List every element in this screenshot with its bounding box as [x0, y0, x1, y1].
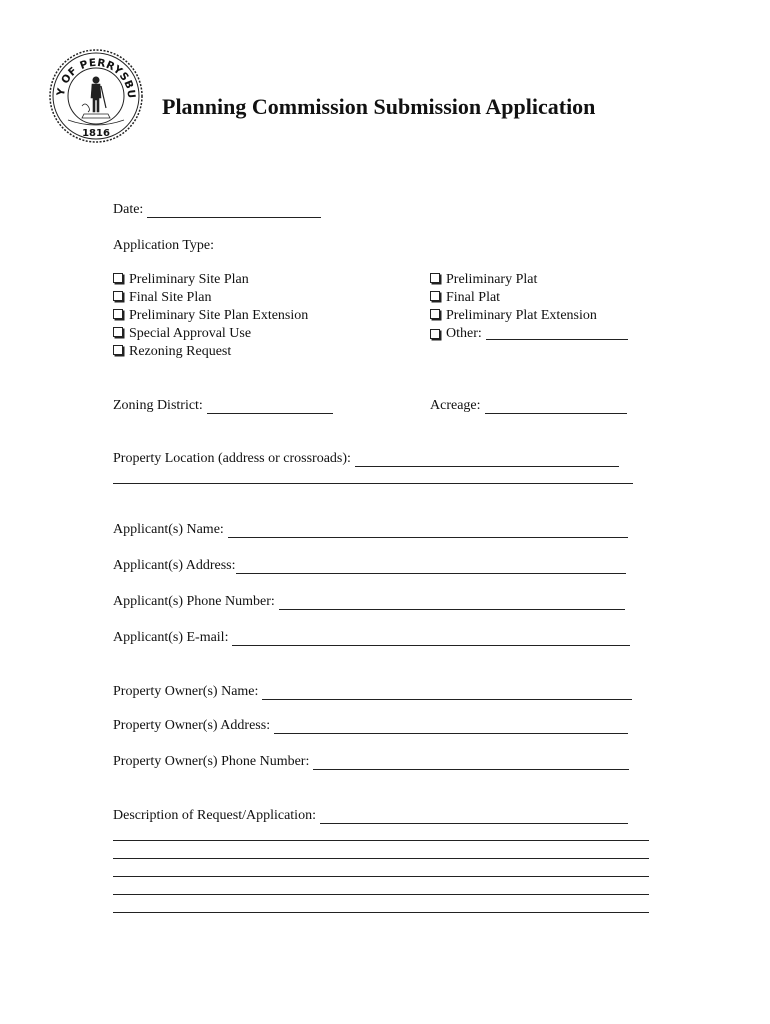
checkbox-preliminary-site-plan[interactable]: Preliminary Site Plan — [113, 271, 308, 289]
checkbox-icon[interactable] — [430, 329, 440, 339]
applicant-email-label: Applicant(s) E-mail: — [113, 630, 229, 645]
application-types-right — [430, 271, 628, 343]
checkbox-icon[interactable] — [430, 273, 440, 283]
owner-name-field — [113, 684, 632, 700]
property-location-field — [113, 451, 619, 467]
description-line-5[interactable] — [113, 893, 649, 895]
applicant-name-field — [113, 522, 628, 538]
applicant-name-label: Applicant(s) Name: — [113, 522, 224, 537]
application-type-label: Application Type: — [113, 238, 215, 253]
applicant-address-input-line[interactable] — [236, 560, 626, 574]
checkbox-icon[interactable] — [113, 291, 123, 301]
checkbox-final-plat[interactable]: Final Plat — [430, 289, 628, 307]
city-seal-logo — [48, 48, 144, 144]
applicant-address-field — [113, 558, 626, 574]
owner-name-label: Property Owner(s) Name: — [113, 684, 259, 699]
checkbox-icon[interactable] — [113, 273, 123, 283]
acreage-field — [430, 398, 627, 414]
checkbox-rezoning-request[interactable]: Rezoning Request — [113, 343, 308, 361]
application-types-left — [113, 271, 308, 361]
applicant-email-field — [113, 630, 630, 646]
zoning-district-input-line[interactable] — [207, 400, 333, 414]
owner-phone-input-line[interactable] — [313, 756, 629, 770]
description-input-line[interactable] — [320, 810, 628, 824]
acreage-input-line[interactable] — [485, 400, 627, 414]
checkbox-icon[interactable] — [113, 327, 123, 337]
other-input-line[interactable] — [486, 326, 628, 340]
seal-graphic — [48, 48, 144, 144]
checkbox-final-site-plan[interactable]: Final Site Plan — [113, 289, 308, 307]
checkbox-icon[interactable] — [430, 309, 440, 319]
owner-phone-field — [113, 754, 629, 770]
checkbox-preliminary-site-plan-extension[interactable]: Preliminary Site Plan Extension — [113, 307, 308, 325]
owner-address-label: Property Owner(s) Address: — [113, 718, 271, 733]
property-location-input-line[interactable] — [355, 453, 619, 467]
checkbox-preliminary-plat-extension[interactable]: Preliminary Plat Extension — [430, 307, 628, 325]
checkbox-icon[interactable] — [113, 345, 123, 355]
applicant-phone-field — [113, 594, 625, 610]
svg-text:CITY OF PERRYSBURG: Y OF PERRYSBU — [54, 56, 138, 100]
description-line-4[interactable] — [113, 875, 649, 877]
applicant-email-input-line[interactable] — [232, 632, 630, 646]
checkbox-icon[interactable] — [430, 291, 440, 301]
svg-text:1816: 1816 — [82, 128, 110, 139]
owner-address-input-line[interactable] — [274, 720, 628, 734]
date-field — [113, 202, 321, 218]
zoning-district-label: Zoning District: — [113, 398, 203, 413]
description-field — [113, 808, 628, 824]
acreage-label: Acreage: — [430, 398, 481, 413]
owner-phone-label: Property Owner(s) Phone Number: — [113, 754, 310, 769]
applicant-phone-label: Applicant(s) Phone Number: — [113, 594, 275, 609]
checkbox-special-approval-use[interactable]: Special Approval Use — [113, 325, 308, 343]
owner-address-field — [113, 718, 628, 734]
checkbox-preliminary-plat[interactable]: Preliminary Plat — [430, 271, 628, 289]
property-location-label: Property Location (address or crossroads): — [113, 451, 351, 466]
applicant-phone-input-line[interactable] — [279, 596, 625, 610]
checkbox-icon[interactable] — [113, 309, 123, 319]
description-label: Description of Request/Application: — [113, 808, 316, 823]
page-title: Planning Commission Submission Application — [162, 94, 596, 119]
applicant-name-input-line[interactable] — [228, 524, 628, 538]
owner-name-input-line[interactable] — [262, 686, 632, 700]
description-line-2[interactable] — [113, 839, 649, 841]
date-input-line[interactable] — [147, 204, 321, 218]
date-label: Date: — [113, 202, 144, 217]
description-line-3[interactable] — [113, 857, 649, 859]
checkbox-other[interactable]: Other: — [430, 325, 628, 343]
description-line-6[interactable] — [113, 911, 649, 913]
applicant-address-label: Applicant(s) Address: — [113, 558, 236, 573]
zoning-district-field — [113, 398, 333, 414]
property-location-line-2[interactable] — [113, 482, 633, 484]
